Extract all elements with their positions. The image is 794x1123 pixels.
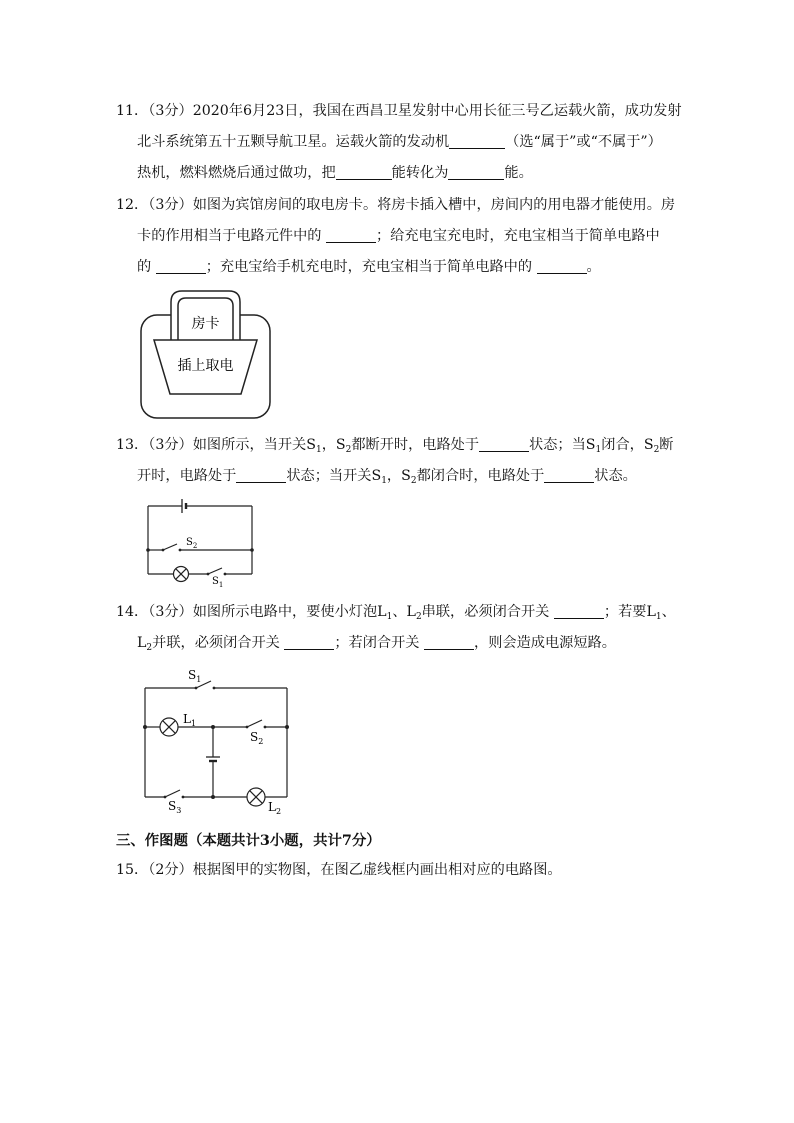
label-s1: $S_1$ xyxy=(188,668,202,684)
q11-text: 热机，燃料燃烧后通过做功，把 xyxy=(137,165,336,181)
switch-contact xyxy=(213,687,216,690)
q11-text: （选“属于”或“不属于”） xyxy=(505,134,662,150)
switch-contact xyxy=(207,573,210,576)
q12-text: 卡的作用相当于电路元件中的 xyxy=(137,228,326,244)
label-s3: $S_3$ xyxy=(168,799,182,815)
label-s2: $S_2$ xyxy=(250,730,264,746)
answer-blank[interactable] xyxy=(156,259,206,274)
q13-text: 闭合，S xyxy=(601,437,654,453)
answer-blank[interactable] xyxy=(326,228,376,243)
subscript: 2 xyxy=(345,445,352,455)
q13-text: 13．（3分）如图所示，当开关S xyxy=(116,437,316,453)
subscript: 2 xyxy=(146,643,153,653)
label-s1: $S_1$ xyxy=(212,576,224,587)
q12-text: ；充电宝给手机充电时，充电宝相当于简单电路中的 xyxy=(205,259,537,275)
switch-contact xyxy=(162,549,165,552)
q14-text: 、 xyxy=(661,604,676,620)
q14-line2 xyxy=(116,628,676,659)
label-l1: $L_1$ xyxy=(183,712,197,728)
q12-text: 。 xyxy=(586,259,601,275)
q13-text: 断 xyxy=(659,437,674,453)
switch-contact xyxy=(195,687,198,690)
junction-dot xyxy=(146,548,150,552)
q13-text: 开时，电路处于 xyxy=(137,468,237,484)
q13-text: 都闭合时，电路处于 xyxy=(416,468,545,484)
card-label: 房卡 xyxy=(191,316,220,332)
q14-text: 串联，必须闭合开关 xyxy=(421,604,554,620)
switch-s2-blade xyxy=(163,544,177,550)
q13-circuit-diagram xyxy=(140,495,260,587)
q12-line2 xyxy=(116,221,675,252)
q13-line1 xyxy=(116,430,674,461)
subscript: 2 xyxy=(415,612,422,622)
q14-text: L xyxy=(137,635,147,651)
subscript: 1 xyxy=(381,476,387,486)
room-card-figure xyxy=(138,288,273,420)
answer-blank[interactable] xyxy=(336,165,392,180)
q13-text: 状态。 xyxy=(594,468,637,484)
q15-line1: 15．（2分）根据图甲的实物图，在图乙虚线框内画出相对应的电路图。 xyxy=(116,862,562,878)
q12-line1: 12．（3分）如图为宾馆房间的取电房卡。将房卡插入槽中，房间内的用电器才能使用。房 xyxy=(116,197,676,213)
switch-contact xyxy=(179,549,182,552)
q11-line2 xyxy=(116,127,682,158)
answer-blank[interactable] xyxy=(554,604,604,619)
question-13 xyxy=(116,430,674,492)
junction-dot xyxy=(250,548,254,552)
section-3-heading: 三、作图题（本题共计3小题，共计7分） xyxy=(116,832,381,849)
q13-text: 状态；当开关S xyxy=(286,468,382,484)
answer-blank[interactable] xyxy=(284,635,334,650)
switch-contact xyxy=(264,726,267,729)
q11-text: 能转化为 xyxy=(391,165,449,181)
answer-blank[interactable] xyxy=(449,134,505,149)
q14-line1 xyxy=(116,597,676,628)
switch-s3-blade xyxy=(165,790,180,797)
q13-text: ，S xyxy=(321,437,346,453)
switch-s1-blade xyxy=(208,568,222,574)
q11-text: 北斗系统第五十五颗导航卫星。运载火箭的发动机 xyxy=(137,134,450,150)
junction-dot xyxy=(211,725,215,729)
subscript: 1 xyxy=(386,612,393,622)
answer-blank[interactable] xyxy=(448,165,504,180)
answer-blank[interactable] xyxy=(479,437,529,452)
subscript: 2 xyxy=(410,476,417,486)
q14-text: ，则会造成电源短路。 xyxy=(474,635,616,651)
switch-contact xyxy=(182,796,185,799)
question-14 xyxy=(116,597,676,659)
answer-blank[interactable] xyxy=(236,468,286,483)
label-s2: $S_2$ xyxy=(186,537,198,550)
q14-text: ；若闭合开关 xyxy=(334,635,424,651)
q14-text: 、L xyxy=(392,604,416,620)
q13-text: 状态；当S xyxy=(529,437,596,453)
q14-circuit-diagram xyxy=(138,660,294,820)
q13-text: ，S xyxy=(386,468,411,484)
question-15 xyxy=(116,855,562,886)
subscript: 1 xyxy=(655,612,662,622)
slot-label: 插上取电 xyxy=(177,358,234,374)
switch-contact xyxy=(164,796,167,799)
question-12 xyxy=(116,190,675,283)
label-l2: $L_2$ xyxy=(268,800,282,816)
subscript: 1 xyxy=(595,445,602,455)
answer-blank[interactable] xyxy=(424,635,474,650)
switch-contact xyxy=(224,573,227,576)
junction-dot xyxy=(143,725,147,729)
subscript: 1 xyxy=(315,445,322,455)
q14-text: 14．（3分）如图所示电路中，要使小灯泡L xyxy=(116,604,387,620)
q13-line2 xyxy=(116,461,674,492)
answer-blank[interactable] xyxy=(537,259,587,274)
q14-text: 并联，必须闭合开关 xyxy=(152,635,285,651)
junction-dot xyxy=(285,725,289,729)
q14-text: ；若要L xyxy=(603,604,656,620)
q12-text: ；给充电宝充电时，充电宝相当于简单电路中 xyxy=(375,228,660,244)
q12-text: 的 xyxy=(137,259,156,275)
q11-line1: 11．（3分）2020年6月23日，我国在西昌卫星发射中心用长征三号乙运载火箭，成功发射 xyxy=(116,103,682,119)
q12-line3 xyxy=(116,252,675,283)
answer-blank[interactable] xyxy=(544,468,594,483)
junction-dot xyxy=(211,795,215,799)
switch-s2-blade xyxy=(247,720,262,727)
q11-line3 xyxy=(116,158,682,189)
subscript: 2 xyxy=(653,445,660,455)
question-11 xyxy=(116,96,682,189)
q11-text: 能。 xyxy=(504,165,533,181)
q13-text: 都断开时，电路处于 xyxy=(351,437,480,453)
switch-contact xyxy=(246,726,249,729)
